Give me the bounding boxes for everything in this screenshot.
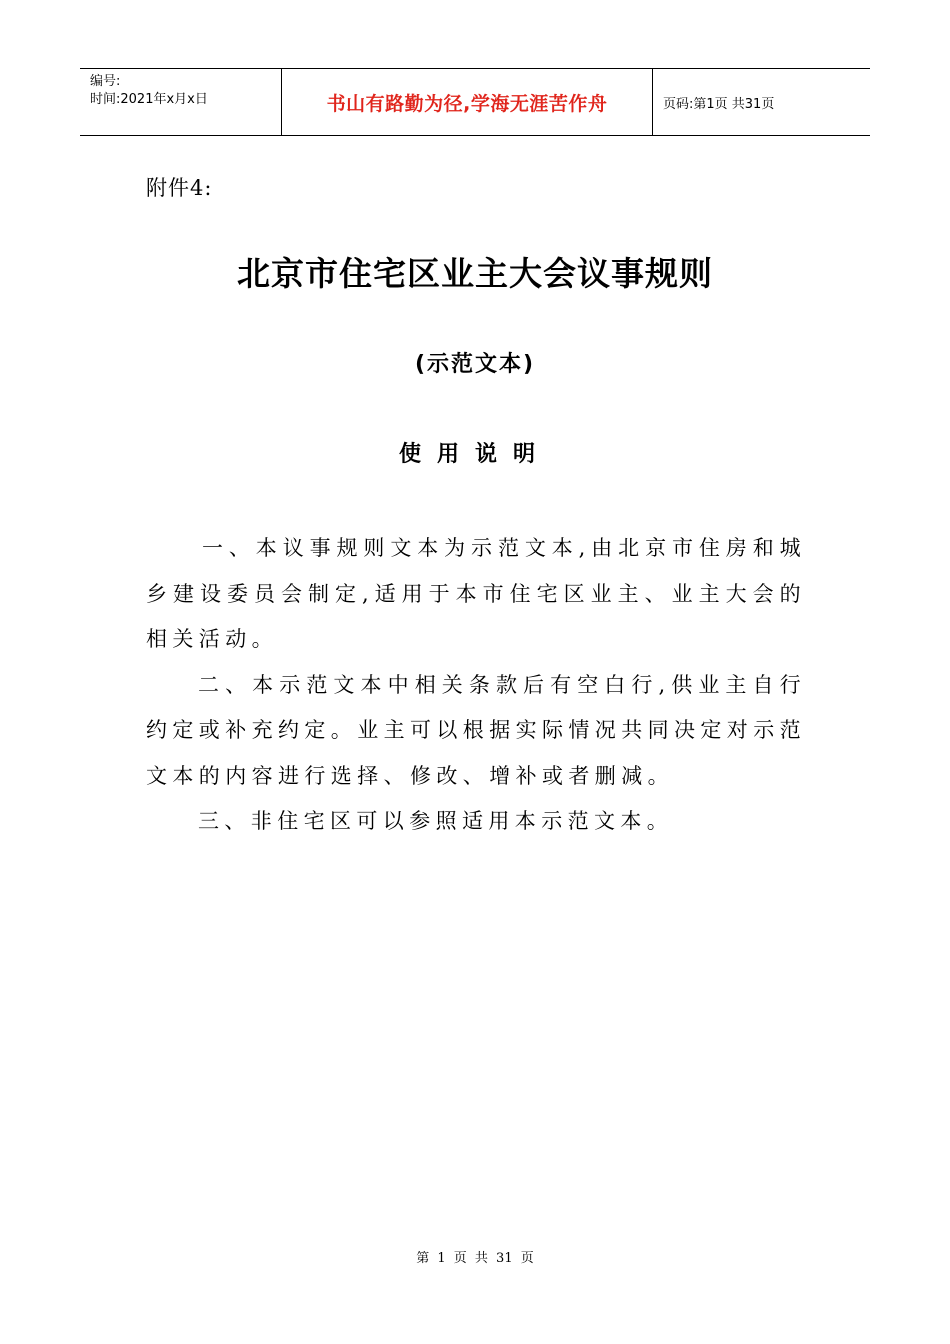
header-table xyxy=(80,68,870,136)
paragraph-3: 三、非住宅区可以参照适用本示范文本。 xyxy=(198,809,674,833)
header-motto: 书山有路勤为径,学海无涯苦作舟 xyxy=(326,92,608,115)
paragraph-1: 一、本议事规则文本为示范文本,由北京市住房和城乡建设委员会制定,适用于本市住宅区业主、业主大会的相关活动。 xyxy=(146,536,806,651)
paragraph-2: 二、本示范文本中相关条款后有空白行,供业主自行约定或补充约定。业主可以根据实际情况共同决定对示范文本的内容进行选择、修改、增补或者删减。 xyxy=(146,672,806,788)
page-footer: 第 1 页 共 31 页 xyxy=(416,1251,534,1266)
document-number-label: 编号: xyxy=(90,74,121,89)
document-title: 北京市住宅区业主大会议事规则 xyxy=(237,254,713,293)
attachment-label: 附件4: xyxy=(146,176,213,200)
section-heading: 使用说明 xyxy=(398,442,551,467)
document-subtitle: (示范文本) xyxy=(414,352,536,377)
header-page-label: 页码:第1页 共31页 xyxy=(663,96,775,112)
header-meta-cell xyxy=(80,69,281,135)
document-time-label: 时间:2021年x月x日 xyxy=(90,92,208,107)
header-motto-cell xyxy=(281,69,653,135)
document-body xyxy=(146,526,806,845)
header-page-cell xyxy=(653,69,870,135)
